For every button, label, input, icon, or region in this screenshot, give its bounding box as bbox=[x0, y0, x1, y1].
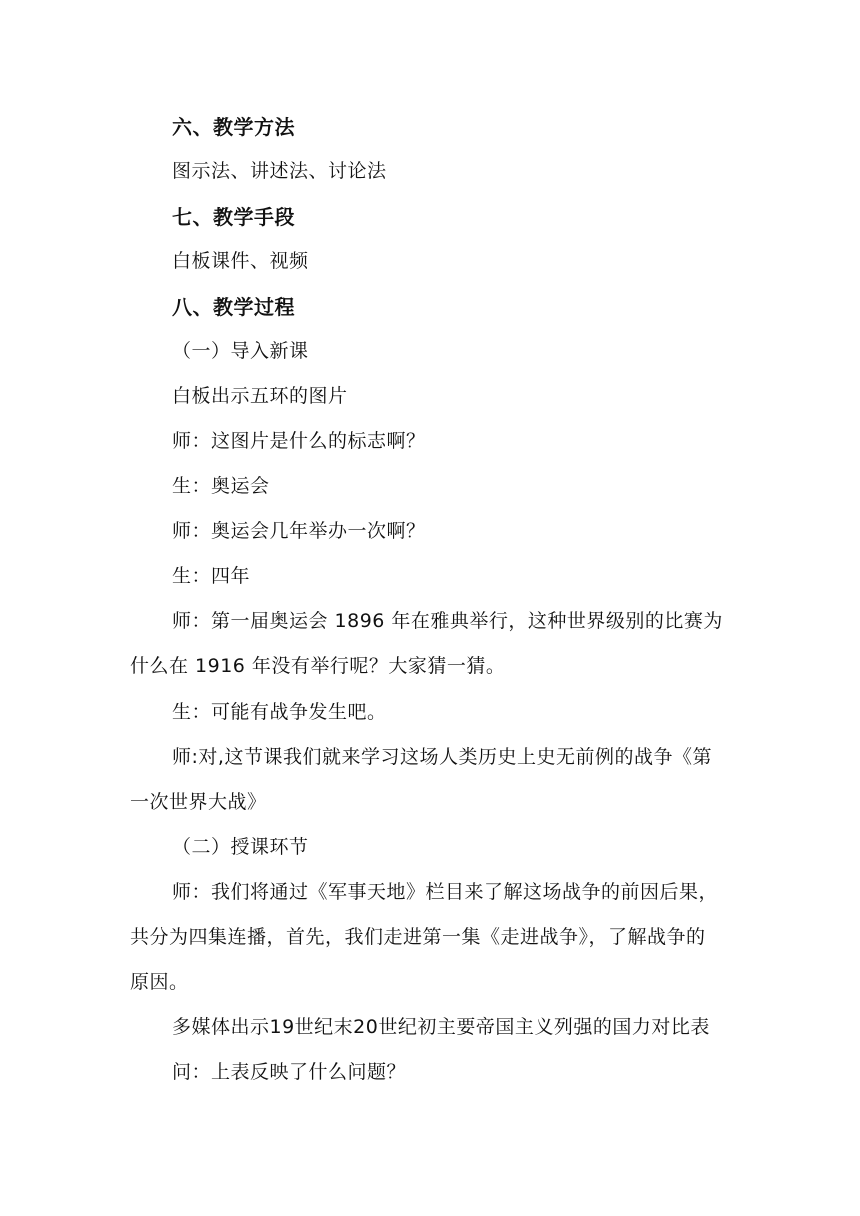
paragraph-continuation: 共分为四集连播，首先，我们走进第一集《走进战争》，了解战争的 bbox=[130, 926, 706, 948]
paragraph: 师：这图片是什么的标志啊？ bbox=[172, 430, 426, 452]
heading-teaching-means: 七、教学手段 bbox=[172, 205, 295, 229]
paragraph-methods: 图示法、讲述法、讨论法 bbox=[172, 160, 387, 182]
paragraph: 问：上表反映了什么问题？ bbox=[172, 1061, 407, 1083]
paragraph-continuation: 原因。 bbox=[130, 971, 189, 993]
paragraph: 生：四年 bbox=[172, 565, 251, 587]
heading-teaching-methods: 六、教学方法 bbox=[172, 115, 295, 139]
paragraph: 生：奥运会 bbox=[172, 475, 270, 497]
paragraph: 师:对,这节课我们就来学习这场人类历史上史无前例的战争《第 bbox=[172, 746, 712, 768]
paragraph: 师：第一届奥运会 1896 年在雅典举行，这种世界级别的比赛为 bbox=[172, 610, 723, 632]
heading-teaching-process: 八、教学过程 bbox=[172, 295, 295, 319]
paragraph-continuation: 一次世界大战》 bbox=[130, 791, 267, 813]
paragraph: 生：可能有战争发生吧。 bbox=[172, 701, 387, 723]
paragraph: 师：奥运会几年举办一次啊？ bbox=[172, 520, 426, 542]
paragraph: 多媒体出示19世纪末20世纪初主要帝国主义列强的国力对比表 bbox=[172, 1016, 710, 1038]
paragraph: 师：我们将通过《军事天地》栏目来了解这场战争的前因后果， bbox=[172, 881, 719, 903]
paragraph-continuation: 什么在 1916 年没有举行呢？大家猜一猜。 bbox=[130, 655, 506, 677]
paragraph-means: 白板课件、视频 bbox=[172, 250, 309, 272]
subheading-intro: （一）导入新课 bbox=[172, 340, 309, 362]
paragraph: 白板出示五环的图片 bbox=[172, 385, 348, 407]
subheading-lesson: （二）授课环节 bbox=[172, 836, 309, 858]
